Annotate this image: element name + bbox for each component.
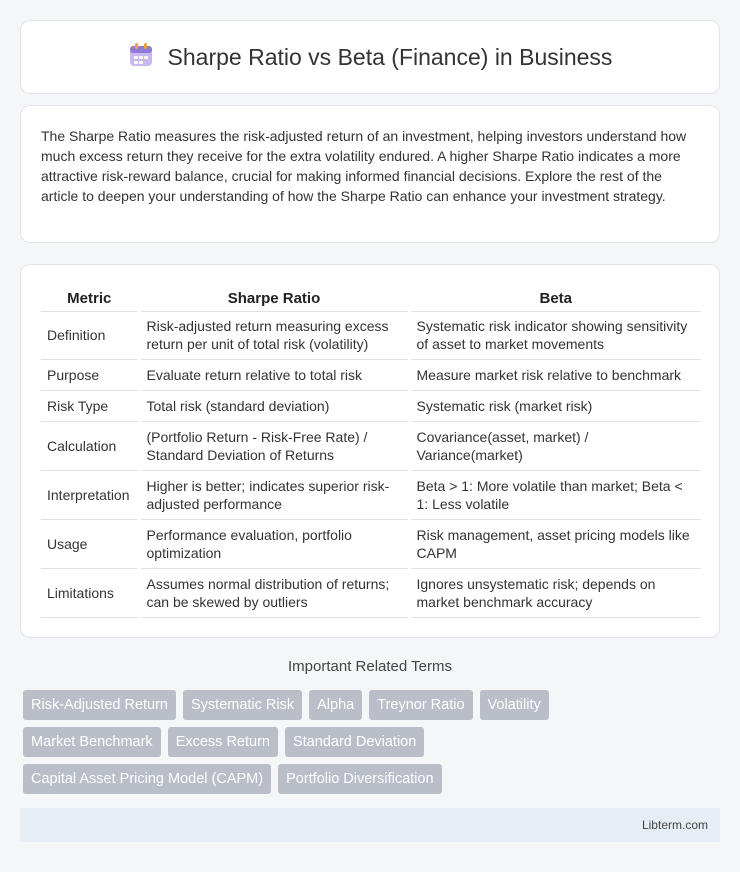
metric-cell: Purpose — [47, 366, 100, 383]
metric-cell: Limitations — [47, 584, 114, 601]
sharpe-cell: Assumes normal distribution of returns; can be skewed by outliers — [139, 568, 409, 617]
beta-cell: Measure market risk relative to benchmark — [409, 359, 701, 390]
table-row — [41, 421, 701, 470]
tag-portfolio-diversification[interactable]: Portfolio Diversification — [278, 764, 441, 794]
beta-cell: Systematic risk (market risk) — [409, 390, 701, 421]
tag-row — [23, 690, 723, 720]
sharpe-cell: Risk-adjusted return measuring excess return per unit of total risk (volatility) — [139, 311, 409, 359]
tag-risk-adjusted-return[interactable]: Risk-Adjusted Return — [23, 690, 176, 720]
header-metric: Metric — [41, 285, 139, 311]
metric-cell: Interpretation — [47, 486, 130, 503]
tag-treynor-ratio[interactable]: Treynor Ratio — [369, 690, 472, 720]
intro-text: The Sharpe Ratio measures the risk-adjusted return of an investment, helping investors understand how much excess return they receive for the extra volatility endured. A higher Sharpe Ratio indicates a more attractive risk-reward balance, crucial for making informed financial decisions. Explore the rest of the article to deepen your understanding of how the Sharpe Ratio can enhance your investment strategy. — [41, 128, 687, 204]
tag-alpha[interactable]: Alpha — [309, 690, 362, 720]
metric-cell: Risk Type — [47, 397, 109, 414]
table-row — [41, 519, 701, 568]
table-row — [41, 359, 701, 390]
sharpe-cell: (Portfolio Return - Risk-Free Rate) / Standard Deviation of Returns — [139, 421, 409, 470]
metric-cell: Definition — [47, 327, 106, 343]
header-card — [20, 20, 720, 94]
tag-row — [23, 727, 723, 757]
tag-capm[interactable]: Capital Asset Pricing Model (CAPM) — [23, 764, 271, 794]
sharpe-cell: Total risk (standard deviation) — [139, 390, 409, 421]
beta-cell: Systematic risk indicator showing sensitivity of asset to market movements — [409, 311, 701, 359]
table-row — [41, 470, 701, 519]
footer-site-link[interactable]: Libterm.com — [641, 818, 708, 832]
sharpe-cell: Higher is better; indicates superior risk-adjusted performance — [139, 470, 409, 519]
tag-volatility[interactable]: Volatility — [480, 690, 549, 720]
page-title: Sharpe Ratio vs Beta (Finance) in Business — [167, 43, 613, 70]
tag-row — [23, 764, 723, 794]
related-terms-title: Important Related Terms — [288, 658, 452, 675]
sharpe-cell: Evaluate return relative to total risk — [139, 359, 409, 390]
intro-card — [20, 105, 720, 243]
metric-cell: Usage — [47, 535, 88, 552]
table-row — [41, 311, 701, 359]
comparison-table — [41, 285, 701, 618]
beta-cell: Beta > 1: More volatile than market; Beta < 1: Less volatile — [409, 470, 701, 519]
related-terms-tags — [23, 690, 723, 801]
header-beta: Beta — [409, 285, 701, 311]
table-row — [41, 390, 701, 421]
beta-cell: Ignores unsystematic risk; depends on market benchmark accuracy — [409, 568, 701, 617]
table-row — [41, 568, 701, 617]
sharpe-cell: Performance evaluation, portfolio optimization — [139, 519, 409, 568]
tag-systematic-risk[interactable]: Systematic Risk — [183, 690, 302, 720]
tag-standard-deviation[interactable]: Standard Deviation — [285, 727, 424, 757]
tag-market-benchmark[interactable]: Market Benchmark — [23, 727, 161, 757]
beta-cell: Covariance(asset, market) / Variance(market) — [409, 421, 701, 470]
tag-excess-return[interactable]: Excess Return — [168, 727, 278, 757]
calendar-icon — [128, 42, 154, 73]
comparison-table-card — [20, 264, 720, 638]
beta-cell: Risk management, asset pricing models like CAPM — [409, 519, 701, 568]
header-sharpe-ratio: Sharpe Ratio — [139, 285, 409, 311]
footer — [20, 808, 720, 842]
metric-cell: Calculation — [47, 437, 117, 454]
